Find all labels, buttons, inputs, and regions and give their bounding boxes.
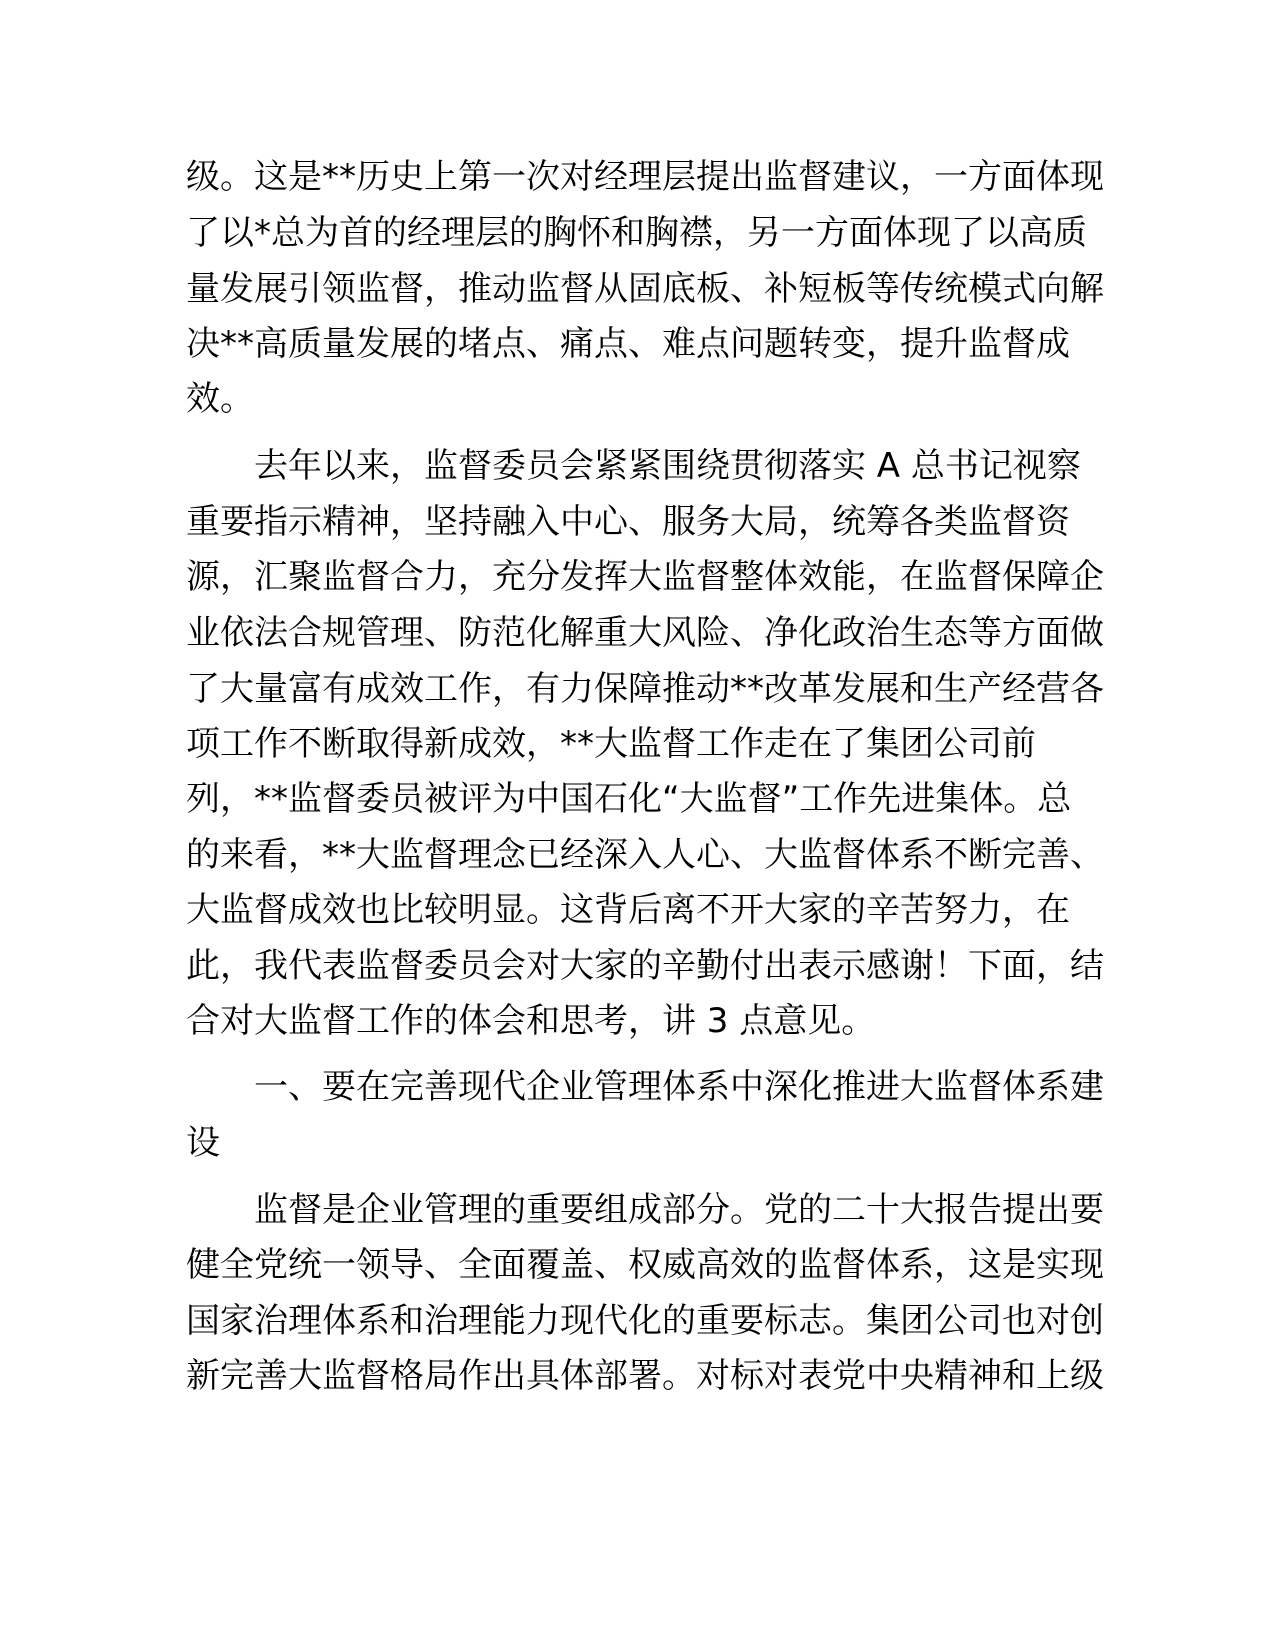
text-line: 列，**监督委员被评为中国石化“大监督”工作先进集体。总 [186,779,1072,819]
text-line: 此，我代表监督委员会对大家的辛勤付出表示感谢！下面，结 [186,946,1104,986]
text-line: 级。这是**历史上第一次对经理层提出监督建议，一方面体现 [186,157,1104,197]
text-line: 新完善大监督格局作出具体部署。对标对表党中央精神和上级 [186,1356,1104,1396]
text-line: 去年以来，监督委员会紧紧围绕贯彻落实 A 总书记视察 [254,446,1081,486]
text-line: 重要指示精神，坚持融入中心、服务大局，统筹各类监督资 [186,502,1070,542]
text-line: 大监督成效也比较明显。这背后离不开大家的辛苦努力，在 [186,890,1070,930]
text-line: 源，汇聚监督合力，充分发挥大监督整体效能，在监督保障企 [186,557,1104,597]
text-line: 一、要在完善现代企业管理体系中深化推进大监督体系建 [254,1067,1104,1107]
text-line: 决**高质量发展的堵点、痛点、难点问题转变，提升监督成 [186,324,1070,364]
text-line: 项工作不断取得新成效，**大监督工作走在了集团公司前 [186,724,1036,764]
text-line: 了以*总为首的经理层的胸怀和胸襟，另一方面体现了以高质 [186,213,1087,253]
text-line: 了大量富有成效工作，有力保障推动**改革发展和生产经营各 [186,669,1104,709]
text-line: 业依法合规管理、防范化解重大风险、净化政治生态等方面做 [186,613,1104,653]
text-line: 的来看，**大监督理念已经深入人心、大监督体系不断完善、 [186,835,1104,875]
text-line: 健全党统一领导、全面覆盖、权威高效的监督体系，这是实现 [186,1245,1104,1285]
text-line: 量发展引领监督，推动监督从固底板、补短板等传统模式向解 [186,269,1104,309]
text-line: 效。 [186,379,254,419]
text-line: 监督是企业管理的重要组成部分。党的二十大报告提出要 [254,1190,1104,1230]
text-line: 国家治理体系和治理能力现代化的重要标志。集团公司也对创 [186,1301,1104,1341]
text-line: 合对大监督工作的体会和思考，讲 3 点意见。 [186,1001,876,1041]
text-line: 设 [186,1123,220,1163]
